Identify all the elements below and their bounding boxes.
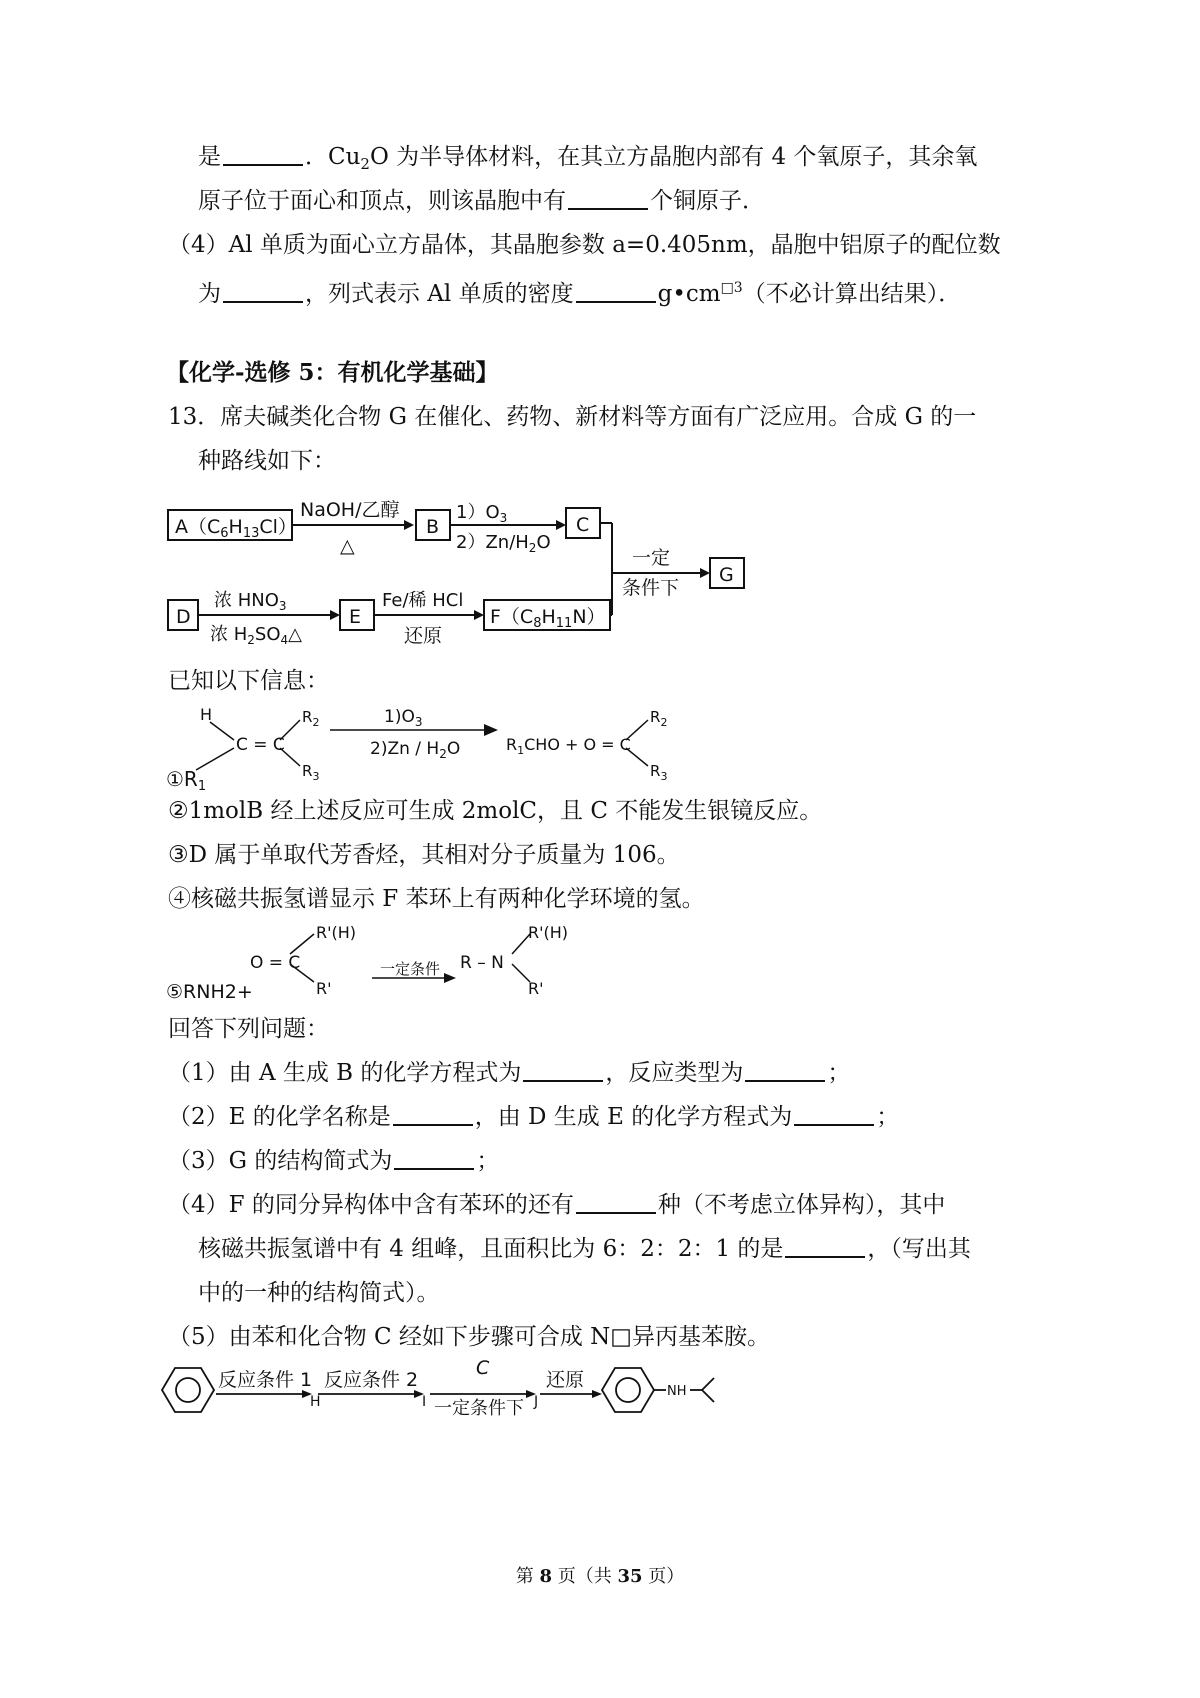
answer-blank[interactable] [794,1102,874,1126]
svg-text:J: J [534,1394,539,1410]
svg-text:R'(H): R'(H) [316,923,357,942]
svg-text:R2: $R_2$ [650,708,668,729]
svg-text:H: H [310,1394,321,1410]
answer-blank[interactable] [393,1102,473,1126]
svg-text:C: C [576,514,590,536]
svg-text:条件下: 条件下 [622,577,680,599]
text-line: （4）Al 单质为面心立方晶体，其晶胞参数 a=0.405nm，晶胞中铝原子的配位数 [168,232,1001,258]
svg-text:1）O3: $1)O_3$ [456,502,508,525]
text-line: 为 ，列式表示 Al 单质的密度 $g•cm^{□3}$（不必计算出结果）． [198,280,962,307]
answer-blank[interactable] [223,279,303,303]
question-stem: 13．席夫碱类化合物 G 在催化、药物、新材料等方面有广泛应用。合成 G 的一 [168,404,977,430]
svg-text:浓 H2SO4△: 浓 $H_2SO_4\triangle$ [210,624,302,647]
svg-text:C: C [476,1357,490,1379]
svg-text:O = C: O = C [250,953,301,973]
svg-text:A（C6H13Cl）: $A(C_6H_{13}Cl)$ [175,516,297,541]
svg-text:浓 HNO3: 浓 $HNO_3$ [214,590,287,613]
text-line: 原子位于面心和顶点，则该晶胞中有 个铜原子． [198,188,765,214]
svg-text:R – N: R – N [460,953,504,973]
sub-question: （5）由苯和化合物 C 经如下步骤可合成 N□异丙基苯胺。 [168,1324,771,1350]
svg-text:△: △ [340,535,355,557]
sub-question: （4）F 的同分异构体中含有苯环的还有 种（不考虑立体异构），其中 [168,1192,946,1218]
route-scheme [0,1356,760,1426]
svg-text:NH: NH [667,1384,687,1399]
answer-blank[interactable] [745,1058,825,1082]
answer-title: 回答下列问题： [168,1016,329,1042]
answer-blank[interactable] [394,1146,474,1170]
svg-text:G: G [719,564,734,586]
sub-question: （1）由 A 生成 B 的化学方程式为 ，反应类型为 ； [168,1060,851,1086]
svg-text:R'(H): R'(H) [528,923,569,942]
answer-blank[interactable] [568,186,648,210]
svg-text:R3: $R_3$ [302,762,320,783]
svg-text:反应条件 2: 反应条件 2 [324,1369,419,1391]
info-title: 已知以下信息： [168,668,329,694]
svg-text:R3: $R_3$ [650,762,668,783]
sub-question: （2）E 的化学名称是 ，由 D 生成 E 的化学方程式为 ； [168,1104,900,1130]
text-line: 是 ．$Cu_2O$ 为半导体材料，在其立方晶胞内部有 4 个氧原子，其余氧 [198,144,978,173]
question-stem: 种路线如下： [198,448,336,474]
svg-text:R': R' [316,979,332,998]
answer-blank[interactable] [576,279,656,303]
svg-text:D: D [176,606,191,628]
svg-text:NaOH/乙醇: NaOH/乙醇 [300,499,400,521]
svg-text:还原: 还原 [546,1369,585,1391]
svg-text:还原: 还原 [404,625,443,647]
svg-text:I: I [422,1394,427,1410]
info-item: ②1molB 经上述反应可生成 2molC，且 C 不能发生银镜反应。 [168,798,823,824]
sub-question: 核磁共振氢谱中有 4 组峰，且面积比为 6：2：2：1 的是 ，（写出其 [198,1236,971,1262]
svg-text:1)O3: $1)O_3$ [384,707,423,729]
reaction-ozonolysis [0,700,720,790]
svg-text:反应条件 1: 反应条件 1 [218,1369,313,1391]
svg-text:R': R' [528,979,544,998]
svg-text:R2: $R_2$ [302,708,320,729]
answer-blank[interactable] [523,1058,603,1082]
svg-text:H: H [200,705,213,724]
sub-question: 中的一种的结构简式）。 [198,1280,440,1306]
svg-text:①R1: $①R_1$ [166,767,207,790]
svg-text:F（C8H11N）: $F(C_8H_{11}N)$ [490,606,606,631]
svg-text:⑤RNH2+: ⑤RNH2+ [166,981,253,1003]
reaction-schiff-base [0,916,620,1008]
svg-text:C = C: C = C [236,735,285,755]
synthesis-scheme [0,490,820,660]
svg-text:R1CHO + O = C: $R_1CHO + O = C$ [506,735,631,757]
svg-text:2）Zn/H2O: $2)Zn/H_2O$ [456,532,551,555]
svg-text:B: B [426,516,440,538]
svg-text:一定: 一定 [632,547,671,569]
section-title: 【化学-选修 5：有机化学基础】 [166,359,499,386]
answer-blank[interactable] [223,142,303,166]
answer-blank[interactable] [576,1190,656,1214]
svg-text:一定条件: 一定条件 [380,960,441,978]
info-item: ④核磁共振氢谱显示 F 苯环上有两种化学环境的氢。 [168,886,705,912]
svg-text:2)Zn / H2O: $2)Zn / H_2O$ [370,739,461,761]
answer-blank[interactable] [785,1234,865,1258]
info-item: ③D 属于单取代芳香烃，其相对分子质量为 106。 [168,842,680,868]
page-footer: 第 8 页（共 35 页） [515,1566,685,1587]
svg-text:Fe/稀 HCl: Fe/稀 HCl [382,590,464,611]
svg-text:E: E [349,606,362,628]
sub-question: （3）G 的结构简式为 ； [168,1148,500,1174]
svg-text:一定条件下: 一定条件下 [434,1398,524,1419]
